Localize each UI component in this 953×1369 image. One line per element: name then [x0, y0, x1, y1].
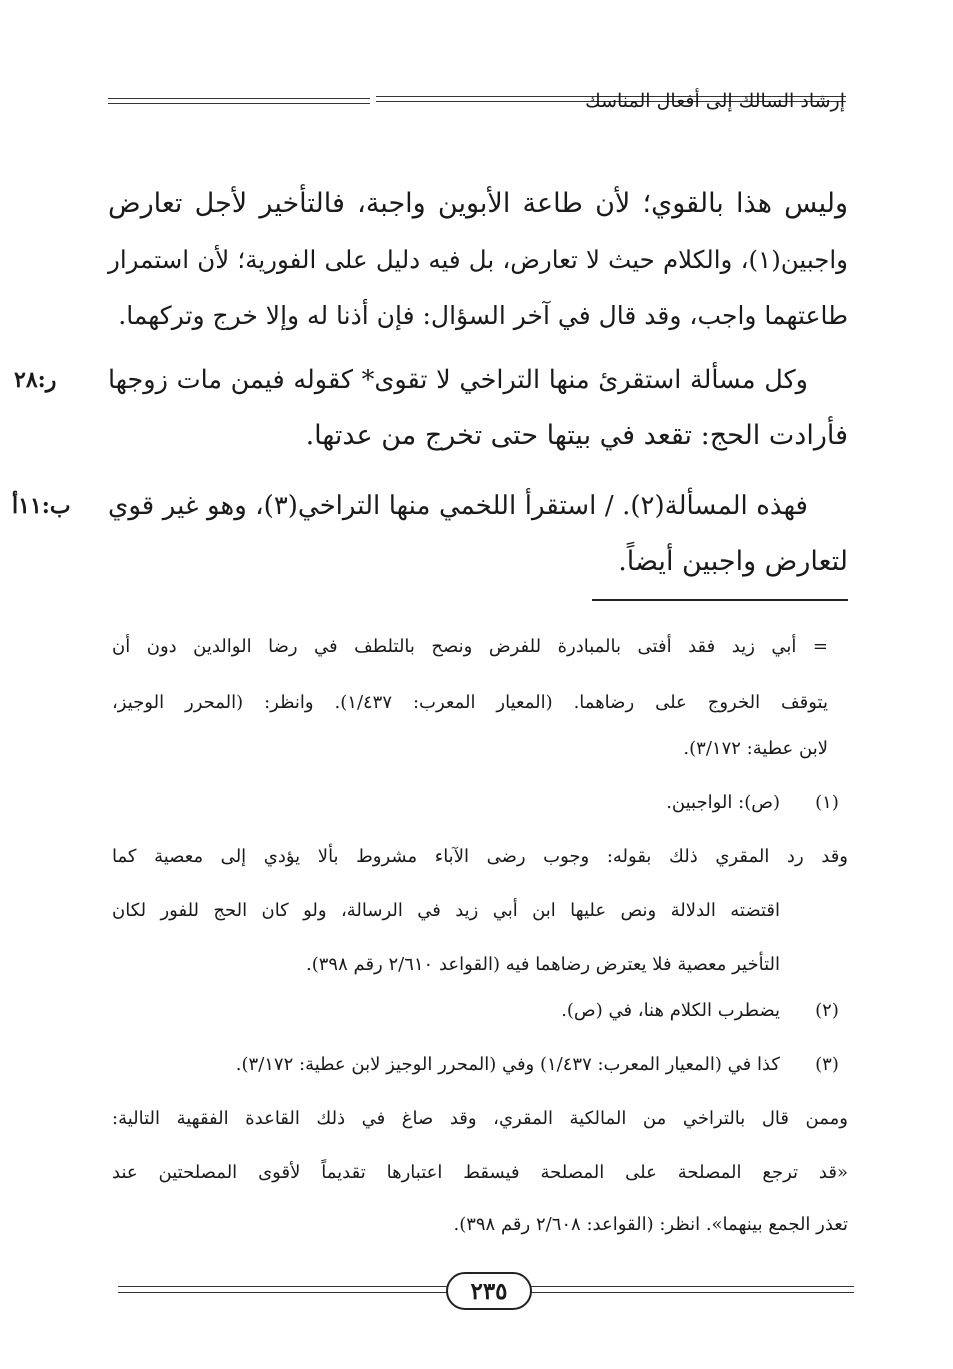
- footnote-number: (٣): [815, 1054, 839, 1075]
- footnote-line: التأخير معصية فلا يعترض رضاهما فيه (القواعد ٢/٦١٠ رقم ٣٩٨).: [305, 954, 780, 975]
- margin-reference: ب:١١أ: [12, 493, 71, 519]
- footnote-line: يضطرب الكلام هنا، في (ص).: [561, 1000, 780, 1021]
- footnote-line: كذا في (المعيار المعرب: ١/٤٣٧) وفي (المحرر الوجيز لابن عطية: ٣/١٧٢).: [235, 1054, 780, 1075]
- footnote-line: اقتضته الدلالة ونص عليها ابن أبي زيد في الرسالة، ولو كان الحج للفور لكان: [112, 900, 780, 921]
- header-rule-left-top: [108, 98, 370, 99]
- footnote-line: «قد ترجع المصلحة على المصلحة فيسقط اعتبارها تقديماً لأقوى المصلحتين عند: [112, 1162, 848, 1183]
- main-line: لتعارض واجبين أيضاً.: [618, 546, 848, 577]
- footnote-line: وقد رد المقري ذلك بقوله: وجوب رضى الآباء مشروط بألا يؤدي إلى معصية كما: [112, 846, 848, 867]
- margin-reference: ر:٢٨: [14, 367, 57, 393]
- footnote-number: (٢): [815, 1000, 839, 1021]
- main-line: وكل مسألة استقرئ منها التراخي لا تقوى* كقوله فيمن مات زوجها: [108, 365, 808, 395]
- footnote-line: = أبي زيد فقد أفتى بالمبادرة للفرض ونصح بالتلطف في رضا الوالدين دون أن: [112, 636, 828, 657]
- footnote-number: (١): [815, 792, 839, 813]
- main-line: طاعتهما واجب، وقد قال في آخر السؤال: فإن أذنا له وإلا خرج وتركهما.: [118, 301, 848, 330]
- main-line: فهذه المسألة(٢). / استقرأ اللخمي منها التراخي(٣)، وهو غير قوي: [108, 491, 808, 521]
- footnote-separator: [592, 599, 848, 601]
- footnote-line: وممن قال بالتراخي من المالكية المقري، وقد صاغ في ذلك القاعدة الفقهية التالية:: [112, 1108, 848, 1129]
- footnote-line: تعذر الجمع بينهما». انظر: (القواعد: ٢/٦٠٨ رقم ٣٩٨).: [453, 1214, 848, 1235]
- main-line: وليس هذا بالقوي؛ لأن طاعة الأبوين واجبة، فالتأخير لأجل تعارض: [108, 188, 848, 219]
- main-line: فأرادت الحج: تقعد في بيتها حتى تخرج من عدتها.: [305, 420, 848, 451]
- footnote-line: لابن عطية: ٣/١٧٢).: [683, 738, 828, 759]
- header-title: إرشاد السالك إلى أفعال المناسك: [585, 90, 845, 112]
- footnote-line: يتوقف الخروج على رضاهما. (المعيار المعرب: ١/٤٣٧). وانظر: (المحرر الوجيز،: [112, 692, 828, 713]
- page-number: ٢٣٥: [446, 1272, 532, 1310]
- footnote-line: (ص): الواجبين.: [666, 792, 780, 813]
- main-line: واجبين(١)، والكلام حيث لا تعارض، بل فيه دليل على الفورية؛ لأن استمرار: [108, 245, 848, 274]
- header-rule-left-bottom: [108, 103, 370, 104]
